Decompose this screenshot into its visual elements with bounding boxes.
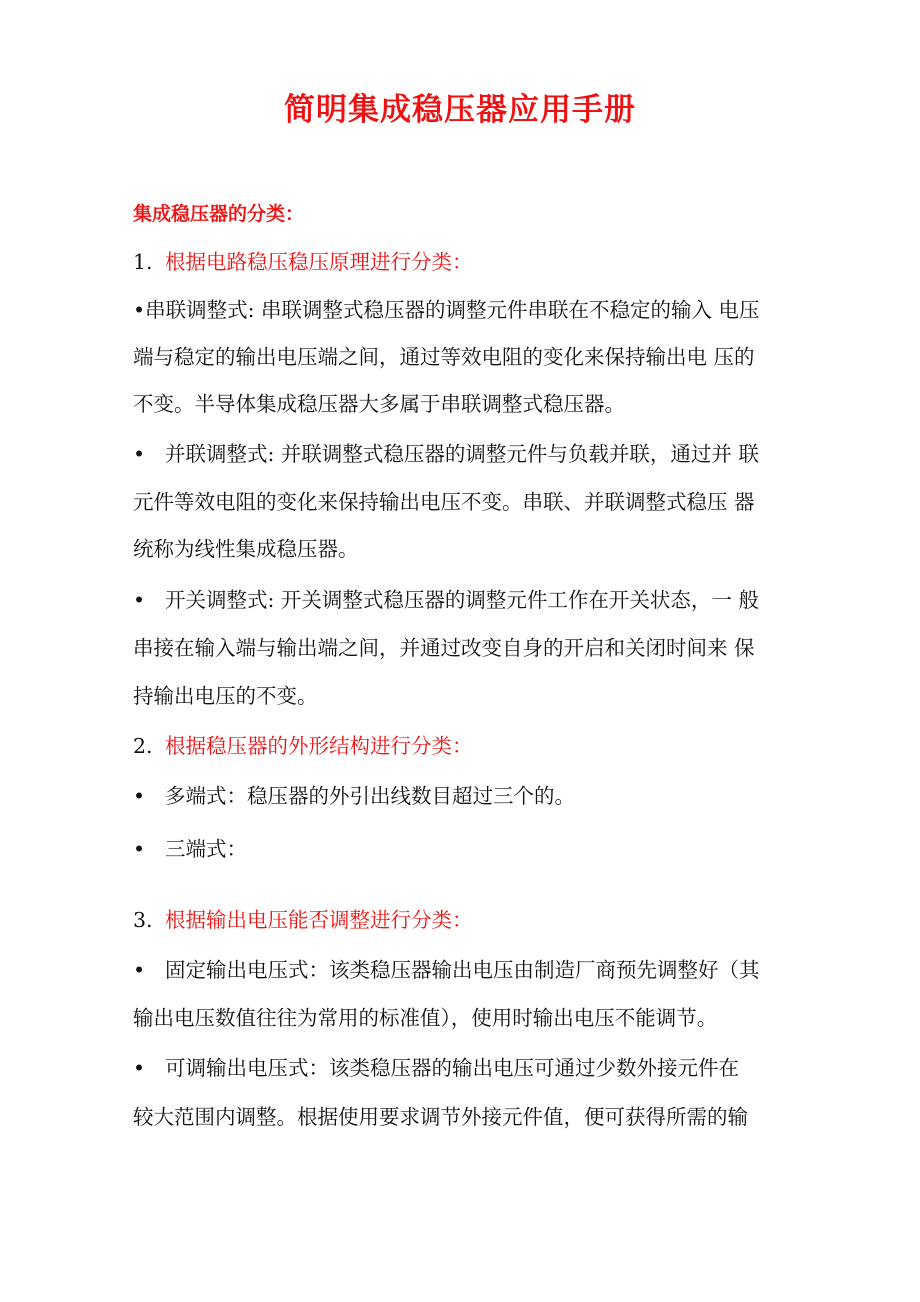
list-item-line: •串联调整式: 串联调整式稳压器的调整元件串联在不稳定的输入 电压: [133, 298, 760, 322]
list-heading-text: 根据输出电压能否调整进行分类：: [165, 908, 473, 932]
list-item-line: 持输出电压的不变。: [133, 684, 318, 708]
bullet-icon: •: [133, 1056, 146, 1080]
list-item-line: 串接在输入端与输出端之间，并通过改变自身的开启和关闭时间来 保: [133, 636, 755, 660]
bullet-icon: •: [133, 958, 146, 982]
list-item-line: 元件等效电阻的变化来保持输出电压不变。串联、并联调整式稳压 器: [133, 490, 755, 514]
list-item-line: • 并联调整式: 并联调整式稳压器的调整元件与负载并联，通过并 联: [133, 442, 759, 466]
bullet-icon: •: [133, 442, 146, 466]
list-heading-text: 根据稳压器的外形结构进行分类：: [165, 734, 473, 758]
bullet-icon: •: [133, 588, 146, 612]
bullet-icon: •: [133, 784, 146, 808]
bullet-icon: •: [133, 837, 146, 861]
list-item-line: 统称为线性集成稳压器。: [133, 537, 359, 561]
list-number: 3.: [133, 908, 153, 932]
list-item-line: • 可调输出电压式：该类稳压器的输出电压可通过少数外接元件在: [133, 1056, 739, 1080]
list-3-heading: [133, 906, 473, 934]
list-item-line: • 三端式：: [133, 837, 247, 861]
section-heading: 集成稳压器的分类：: [133, 203, 305, 225]
list-item-line: 端与稳定的输出电压端之间，通过等效电阻的变化来保持输出电 压的: [133, 345, 755, 369]
list-item-line: 较大范围内调整。根据使用要求调节外接元件值，便可获得所需的输: [133, 1105, 748, 1129]
list-heading-text: 根据电路稳压稳压原理进行分类：: [165, 250, 473, 274]
list-item-line: 不变。半导体集成稳压器大多属于串联调整式稳压器。: [133, 392, 625, 416]
list-number: 2.: [133, 734, 153, 758]
list-item-line: • 固定输出电压式：该类稳压器输出电压由制造厂商预先调整好（其: [133, 958, 760, 982]
list-item-line: 输出电压数值往往为常用的标准值），使用时输出电压不能调节。: [133, 1006, 718, 1030]
list-item-line: • 多端式：稳压器的外引出线数目超过三个的。: [133, 784, 575, 808]
document-title: 简明集成稳压器应用手册: [284, 92, 636, 128]
list-number: 1.: [133, 250, 153, 274]
list-item-line: • 开关调整式: 开关调整式稳压器的调整元件工作在开关状态，一 般: [133, 588, 759, 612]
list-1-heading: [133, 248, 473, 276]
list-2-heading: [133, 732, 473, 760]
bullet-icon: •: [133, 298, 146, 322]
